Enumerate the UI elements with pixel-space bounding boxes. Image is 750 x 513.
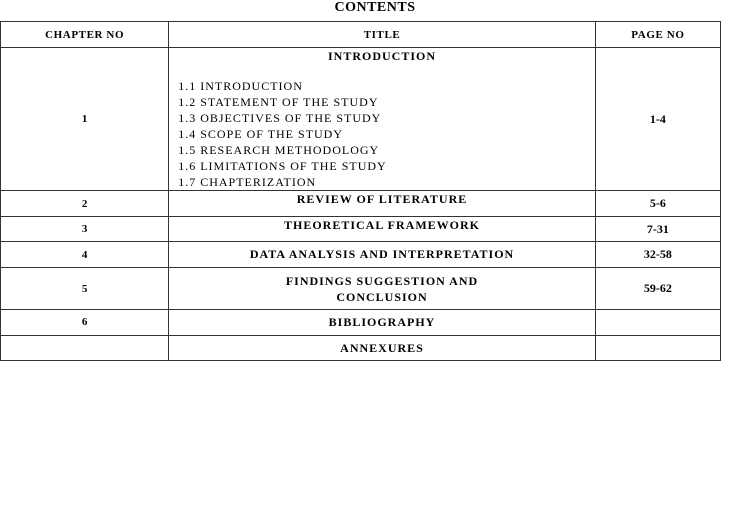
chapter-title: BIBLIOGRAPHY — [169, 310, 596, 336]
list-item: 1.6 LIMITATIONS OF THE STUDY — [178, 159, 387, 173]
table-row — [1, 217, 721, 242]
list-item: 1.1 INTRODUCTION — [178, 79, 303, 93]
page-range: 7-31 — [595, 217, 720, 242]
chapter-number — [1, 336, 169, 361]
page-range — [595, 310, 720, 336]
subsection-list — [169, 78, 595, 190]
chapter-title: THEORETICAL FRAMEWORK — [169, 217, 596, 242]
chapter-title: INTRODUCTION — [328, 49, 437, 63]
list-item: 1.3 OBJECTIVES OF THE STUDY — [178, 111, 382, 125]
chapter-number: 3 — [1, 217, 169, 242]
table-row — [1, 268, 721, 310]
column-header-page-no: PAGE NO — [595, 22, 720, 48]
column-header-chapter-no: CHAPTER NO — [1, 22, 169, 48]
page-range: 32-58 — [595, 242, 720, 268]
contents-table — [0, 21, 721, 361]
page-range: 59-62 — [595, 268, 720, 310]
chapter-title: ANNEXURES — [169, 336, 596, 361]
chapter-title-line: FINDINGS SUGGESTION AND — [285, 273, 479, 288]
list-item: 1.7 CHAPTERIZATION — [178, 175, 317, 189]
page-range — [595, 336, 720, 361]
table-row — [1, 336, 721, 361]
table-row — [1, 242, 721, 268]
page-title: CONTENTS — [334, 0, 416, 15]
chapter-number: 5 — [1, 268, 169, 310]
chapter-number: 2 — [1, 191, 169, 217]
chapter-title-line: CONCLUSION — [336, 289, 428, 304]
chapter-title-cell — [169, 48, 596, 191]
page-range: 1-4 — [595, 48, 720, 191]
list-item: 1.5 RESEARCH METHODOLOGY — [178, 143, 380, 157]
table-row — [1, 191, 721, 217]
chapter-title: DATA ANALYSIS AND INTERPRETATION — [169, 242, 596, 268]
list-item: 1.4 SCOPE OF THE STUDY — [178, 127, 344, 141]
page-range: 5-6 — [595, 191, 720, 217]
chapter-number: 1 — [1, 48, 169, 191]
chapter-title: REVIEW OF LITERATURE — [169, 191, 596, 217]
chapter-number: 4 — [1, 242, 169, 268]
list-item: 1.2 STATEMENT OF THE STUDY — [178, 95, 379, 109]
table-row — [1, 310, 721, 336]
table-row — [1, 48, 721, 191]
chapter-number: 6 — [1, 310, 169, 336]
chapter-title-cell — [169, 268, 596, 310]
column-header-title: TITLE — [169, 22, 596, 48]
table-header-row — [1, 22, 721, 48]
